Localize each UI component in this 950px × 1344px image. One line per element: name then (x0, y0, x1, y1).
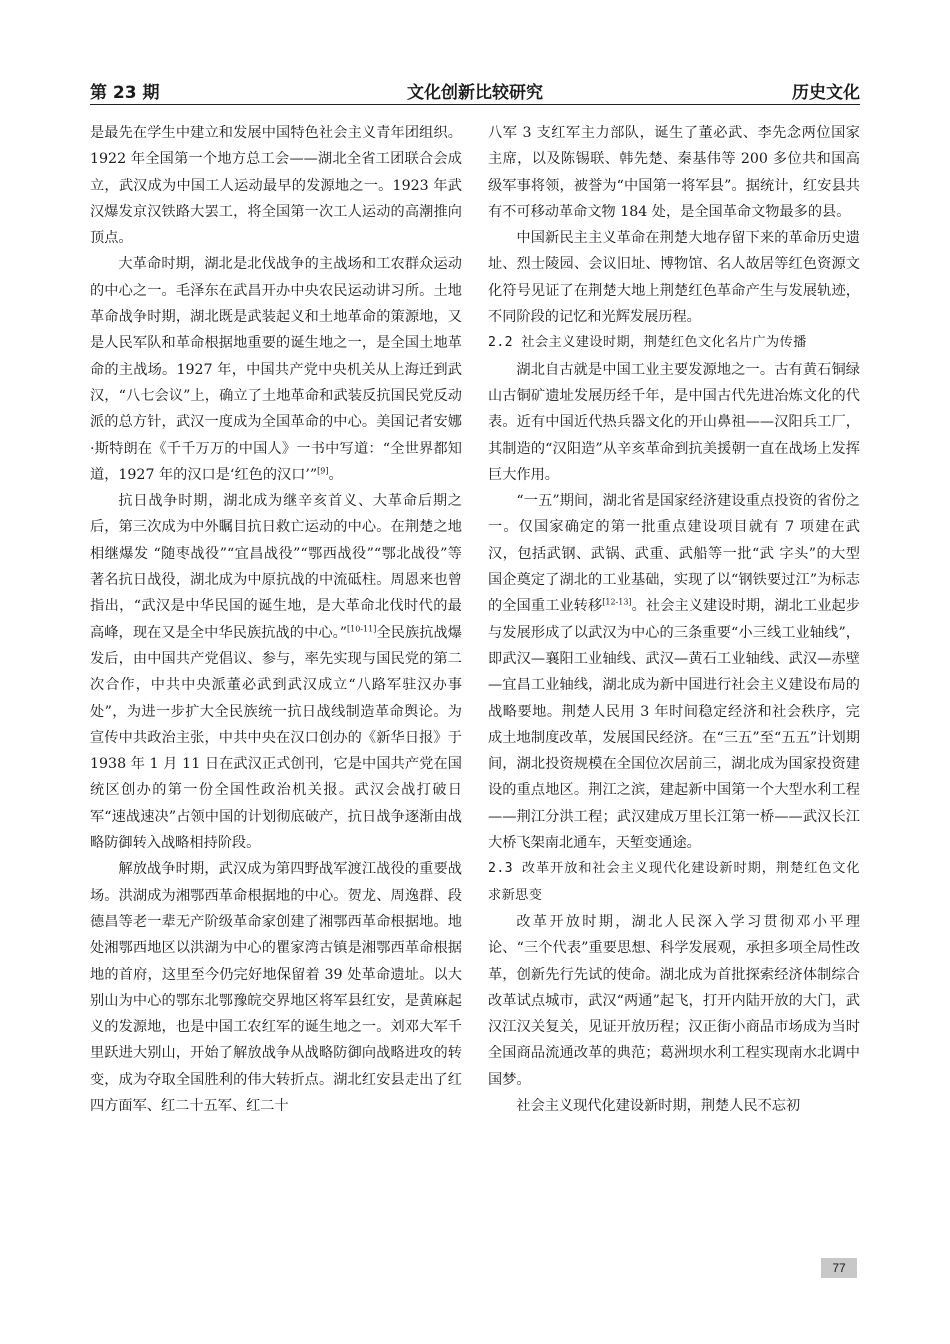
paragraph (90, 251, 462, 488)
citation-ref: [12-13] (602, 597, 632, 607)
paragraph-text: 。 (328, 466, 343, 483)
page-number: 77 (821, 1258, 857, 1278)
left-column (90, 120, 462, 1119)
section-heading-2-3: 2.3 改革开放和社会主义现代化建设新时期，荆楚红色文化求新思变 (488, 861, 860, 903)
right-column (488, 120, 860, 1119)
journal-title: 文化创新比较研究 (407, 83, 543, 103)
paragraph-text: “一五”期间，湖北省是国家经济建设重点投资的省份之一。仅国家确定的第一批重点建设项目就有 7 项建在武汉，包括武钢、武锅、武重、武船等一批“武 字头”的大型国企奠定了湖北的工业基础，实现了以“钢铁要过江”为标志的全国重工业转移 (488, 493, 860, 615)
paragraph-text: 。社会主义建设时期，湖北工业起步与发展形成了以武汉为中心的三条重要“小三线工业轴线”，即武汉—襄阳工业轴线、武汉—黄石工业轴线、武汉—赤壁—宜昌工业轴线，湖北成为新中国进行社会主义建设布局的战略要地。荆楚人民用 3 年时间稳定经济和社会秩序，完成土地制度改革，发展国民经济。在“三五”至“五五”计划期间，湖北投资规模在全国位次居前三，湖北成为国家投资建设的重点地区。荆江之滨，建起新中国第一个大型水利工程——荆江分洪工程；武汉建成万里长江第一桥——武汉长江大桥飞架南北通车，天堑变通途。 (488, 598, 860, 852)
running-header (90, 74, 860, 104)
issue-number: 第 23 期 (90, 83, 160, 103)
citation-ref: [9] (317, 466, 329, 476)
paragraph (90, 488, 462, 856)
header-rule (90, 104, 860, 105)
section-title: 历史文化 (792, 83, 860, 103)
paragraph: 社会主义现代化建设新时期，荆楚人民不忘初 (516, 1097, 801, 1114)
paragraph: 中国新民主主义革命在荆楚大地存留下来的革命历史遗址、烈士陵园、会议旧址、博物馆、名人故居等红色资源文化符号见证了在荆楚大地上荆楚红色革命产生与发展轨迹，不同阶段的记忆和光辉发展历程。 (488, 230, 860, 326)
paragraph-text: 抗日战争时期，湖北成为继辛亥首义、大革命后期之后，第三次成为中外瞩目抗日救亡运动的中心。在荆楚之地相继爆发 “随枣战役”“宜昌战役”“鄂西战役”“鄂北战役”等著名抗日战役，湖北成为中原抗战的中流砥柱。周恩来也曾指出，“武汉是中华民国的诞生地，是大革命北伐时代的最高峰，现在又是全中华民族抗战的中心。” (90, 493, 462, 641)
paragraph: 解放战争时期，武汉成为第四野战军渡江战役的重要战场。洪湖成为湘鄂西革命根据地的中心。贺龙、周逸群、段德昌等老一辈无产阶级革命家创建了湘鄂西革命根据地。地处湘鄂西地区以洪湖为中心的瞿家湾古镇是湘鄂西革命根据地的首府，这里至今仍完好地保留着 39 处革命遗址。以大别山为中心的鄂东北鄂豫皖交界地区将军县红安，是黄麻起义的发源地，也是中国工农红军的诞生地之一。刘邓大军千里跃进大别山，开始了解放战争从战略防御向战略进攻的转变，成为夺取全国胜利的伟大转折点。湖北红安县走出了红四方面军、红二十五军、红二十 (90, 861, 462, 1114)
paragraph: 改革开放时期，湖北人民深入学习贯彻邓小平理论、“三个代表”重要思想、科学发展观，承担多项全局性改革，创新先行先试的使命。湖北成为首批探索经济体制综合改革试点城市，武汉“两通”起飞，打开内陆开放的大门，武汉江汉关复关，见证开放历程；汉正街小商品市场成为当时全国商品流通改革的典范；葛洲坝水利工程实现南水北调中国梦。 (488, 913, 860, 1088)
section-heading-2-2: 2.2 社会主义建设时期，荆楚红色文化名片广为传播 (488, 335, 807, 351)
citation-ref: [10-11] (347, 623, 377, 633)
paragraph-text: 大革命时期，湖北是北伐战争的主战场和工农群众运动的中心之一。毛泽东在武昌开办中央农民运动讲习所。土地革命战争时期，湖北既是武装起义和土地革命的策源地，又是人民军队和革命根据地重要的诞生地之一，是全国土地革命的主战场。1927 年，中国共产党中央机关从上海迁到武汉，“八七会议”上，确立了土地革命和武装反抗国民党反动派的总方针，武汉一度成为全国革命的中心。美国记者安娜·斯特朗在《千千万万的中国人》一书中写道：“全世界都知道，1927 年的汉口是‘红色的汉口’” (90, 256, 462, 483)
paragraph-text: 全民族抗战爆发后，由中国共产党倡议、参与，率先实现与国民党的第二次合作，中共中央派董必武到武汉成立“八路军驻汉办事处”，为进一步扩大全民族统一抗日战线制造革命舆论。为宣传中共政治主张，中共中央在汉口创办的《新华日报》于 1938 年 1 月 11 日在武汉正式创刊，它是中国共产党在国统区创办的第一份全国性政治机关报。武汉会战打破日军“速战速决”占领中国的计划彻底破产，抗日战争逐渐由战略防御转入战略相持阶段。 (90, 624, 462, 852)
paragraph: 湖北自古就是中国工业主要发源地之一。古有黄石铜绿山古铜矿遗址发展历经千年，是中国古代先进冶炼文化的代表。近有中国近代热兵器文化的开山鼻祖——汉阳兵工厂，其制造的“汉阳造”从辛亥革命到抗美援朝一直在战场上发挥巨大作用。 (488, 361, 860, 483)
paragraph: 八军 3 支红军主力部队，诞生了董必武、李先念两位国家主席，以及陈锡联、韩先楚、秦基伟等 200 多位共和国高级军事将领，被誉为“中国第一将军县”。据统计，红安县共有不可移动革命文物 184 处，是全国革命文物最多的县。 (488, 125, 860, 220)
paragraph: 是最先在学生中建立和发展中国特色社会主义青年团组织。1922 年全国第一个地方总工会——湖北全省工团联合会成立，武汉成为中国工人运动最早的发源地之一。1923 年武汉爆发京汉铁路大罢工，将全国第一次工人运动的高潮推向顶点。 (90, 125, 462, 247)
paragraph (488, 488, 860, 856)
